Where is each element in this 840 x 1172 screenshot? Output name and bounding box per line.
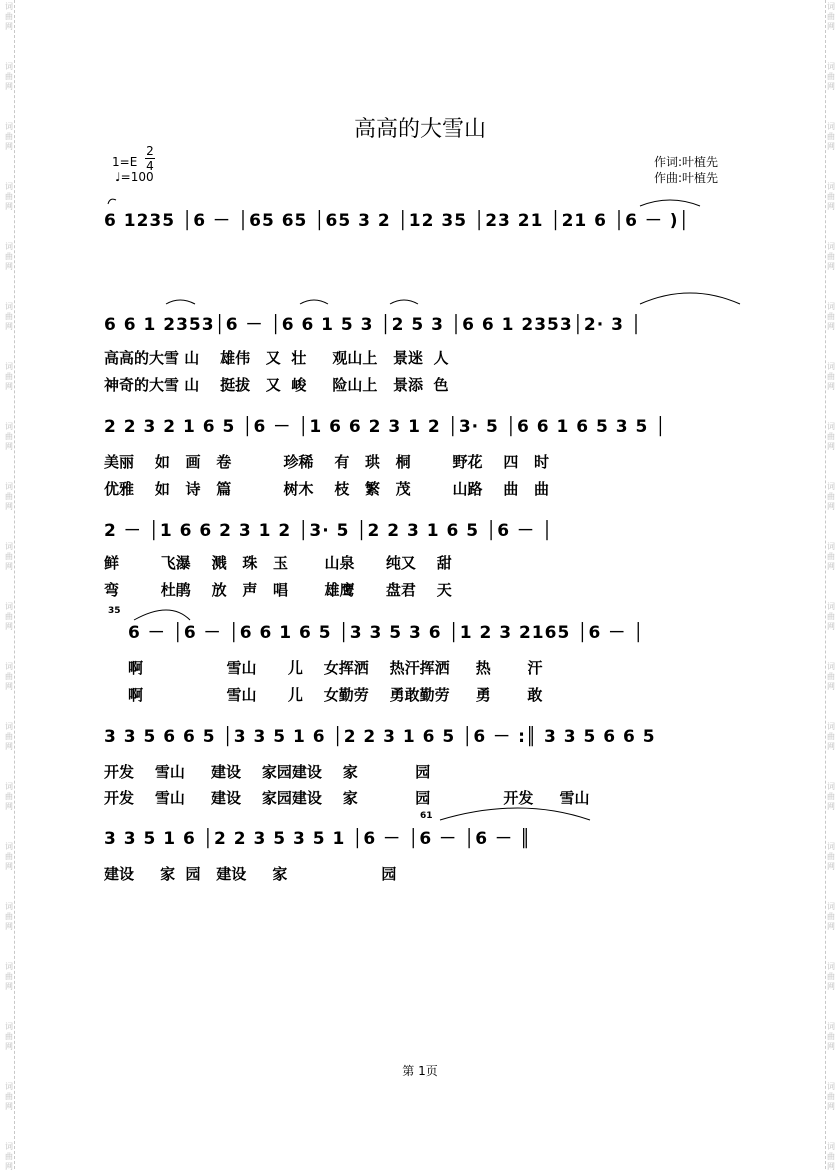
time-numerator: 2 [146,144,154,158]
watermark-text: 词 曲 网 [5,782,13,811]
watermark-text: 词 曲 网 [827,242,835,271]
watermark-text: 词 曲 网 [5,1022,13,1051]
score-line-2: 6 6 1 2353│6 － │6 6 1 5 3 │2 5 3 │6 6 1 2353│2· 3 │ [104,315,643,335]
watermark-text: 词 曲 网 [827,482,835,511]
watermark-text: 词 曲 网 [827,662,835,691]
lyrics-line-6-verse-1: 开发 雪山 建设 家园建设 家 园 [104,763,431,781]
tempo-value: =100 [120,170,154,184]
watermark-text: 词 曲 网 [827,122,835,151]
score-line-4: 2 － │1 6 6 2 3 1 2 │3· 5 │2 2 3 1 6 5 │6 － │ [104,521,554,541]
watermark-text: 词 曲 网 [827,782,835,811]
watermark-text: 词 曲 网 [5,722,13,751]
watermark-text: 词 曲 网 [827,182,835,211]
lyrics-line-3-verse-1: 美丽 如 画 卷 珍稀 有 珙 桐 野花 四 时 [104,453,549,471]
watermark-text: 词 曲 网 [827,962,835,991]
watermark-text: 词 曲 网 [827,1022,835,1051]
watermark-text: 词 曲 网 [5,1142,13,1171]
score-line-5: 6 － │6 － │6 6 1 6 5 │3 3 5 3 6 │1 2 3 2165 │6 － │ [128,623,645,643]
watermark-text: 词 曲 网 [5,122,13,151]
watermark-text: 词 曲 网 [827,902,835,931]
composer-credit: 作曲:叶植先 [654,171,719,185]
score-line-6: 3 3 5 6 6 5 │3 3 5 1 6 │2 2 3 1 6 5 │6 － :║ 3 3 5 6 6 5 [104,727,656,747]
watermark-text: 词 曲 网 [5,62,13,91]
song-title: 高高的大雪山 [353,117,486,142]
watermark-text: 词 曲 网 [827,542,835,571]
watermark-text: 词 曲 网 [5,902,13,931]
watermark-text: 词 曲 网 [5,842,13,871]
watermark-text: 词 曲 网 [5,422,13,451]
grace-note-line-5: 35 [108,606,121,616]
score-line-7: 3 3 5 1 6 │2 2 3 5 3 5 1 │6 － │6 － │6 － ║ [104,829,532,849]
lyrics-line-6-verse-2: 开发 雪山 建设 家园建设 家 园 开发 雪山 [104,789,590,807]
watermark-text: 词 曲 网 [827,722,835,751]
watermark-text: 词 曲 网 [5,482,13,511]
watermark-text: 词 曲 网 [827,422,835,451]
watermark-text: 词 曲 网 [5,182,13,211]
watermark-text: 词 曲 网 [5,602,13,631]
lyricist-credit: 作词:叶植先 [654,155,719,169]
score-line-3: 2 2 3 2 1 6 5 │6 － │1 6 6 2 3 1 2 │3· 5 │6 6 1 6 5 3 5 │ [104,417,667,437]
quarter-note-icon: ♩ [115,170,121,184]
watermark-text: 词 曲 网 [5,542,13,571]
score-line-1: 6 1235 │6 － │65 65 │65 3 2 │12 35 │23 21 │21 6 │6 － )│ [104,211,690,231]
watermark-text: 词 曲 网 [827,302,835,331]
watermark-text: 词 曲 网 [827,62,835,91]
key-signature: 1=E [112,155,138,169]
watermark-text: 词 曲 网 [5,962,13,991]
watermark-text: 词 曲 网 [827,362,835,391]
watermark-text: 词 曲 网 [827,2,835,31]
lyrics-line-4-verse-1: 鲜 飞瀑 溅 珠 玉 山泉 纯又 甜 [104,554,452,572]
time-denominator: 4 [146,159,154,173]
watermark-text: 词 曲 网 [5,662,13,691]
lyrics-line-5-verse-1: 啊 雪山 儿 女挥洒 热汗挥洒 热 汗 [128,659,543,677]
lyrics-line-2-verse-1: 高高的大雪 山 雄伟 又 壮 观山上 景迷 人 [104,349,449,367]
watermark-text: 词 曲 网 [827,842,835,871]
watermark-text: 词 曲 网 [827,1082,835,1111]
watermark-text: 词 曲 网 [5,1082,13,1111]
lyrics-line-7: 建设 家 园 建设 家 园 [104,865,397,883]
lyrics-line-5-verse-2: 啊 雪山 儿 女勤劳 勇敢勤劳 勇 敢 [128,686,543,704]
page-number: 第 1页 [402,1064,438,1078]
lyrics-line-3-verse-2: 优雅 如 诗 篇 树木 枝 繁 茂 山路 曲 曲 [104,480,549,498]
watermark-text: 词 曲 网 [5,302,13,331]
watermark-text: 词 曲 网 [827,602,835,631]
lyrics-line-4-verse-2: 弯 杜鹃 放 声 唱 雄鹰 盘君 天 [104,581,452,599]
watermark-text: 词 曲 网 [5,2,13,31]
watermark-text: 词 曲 网 [5,362,13,391]
lyrics-line-2-verse-2: 神奇的大雪 山 挺拔 又 峻 险山上 景添 色 [104,376,449,394]
grace-note-line-7: 61 [420,811,433,821]
watermark-text: 词 曲 网 [5,242,13,271]
watermark-text: 词 曲 网 [827,1142,835,1171]
